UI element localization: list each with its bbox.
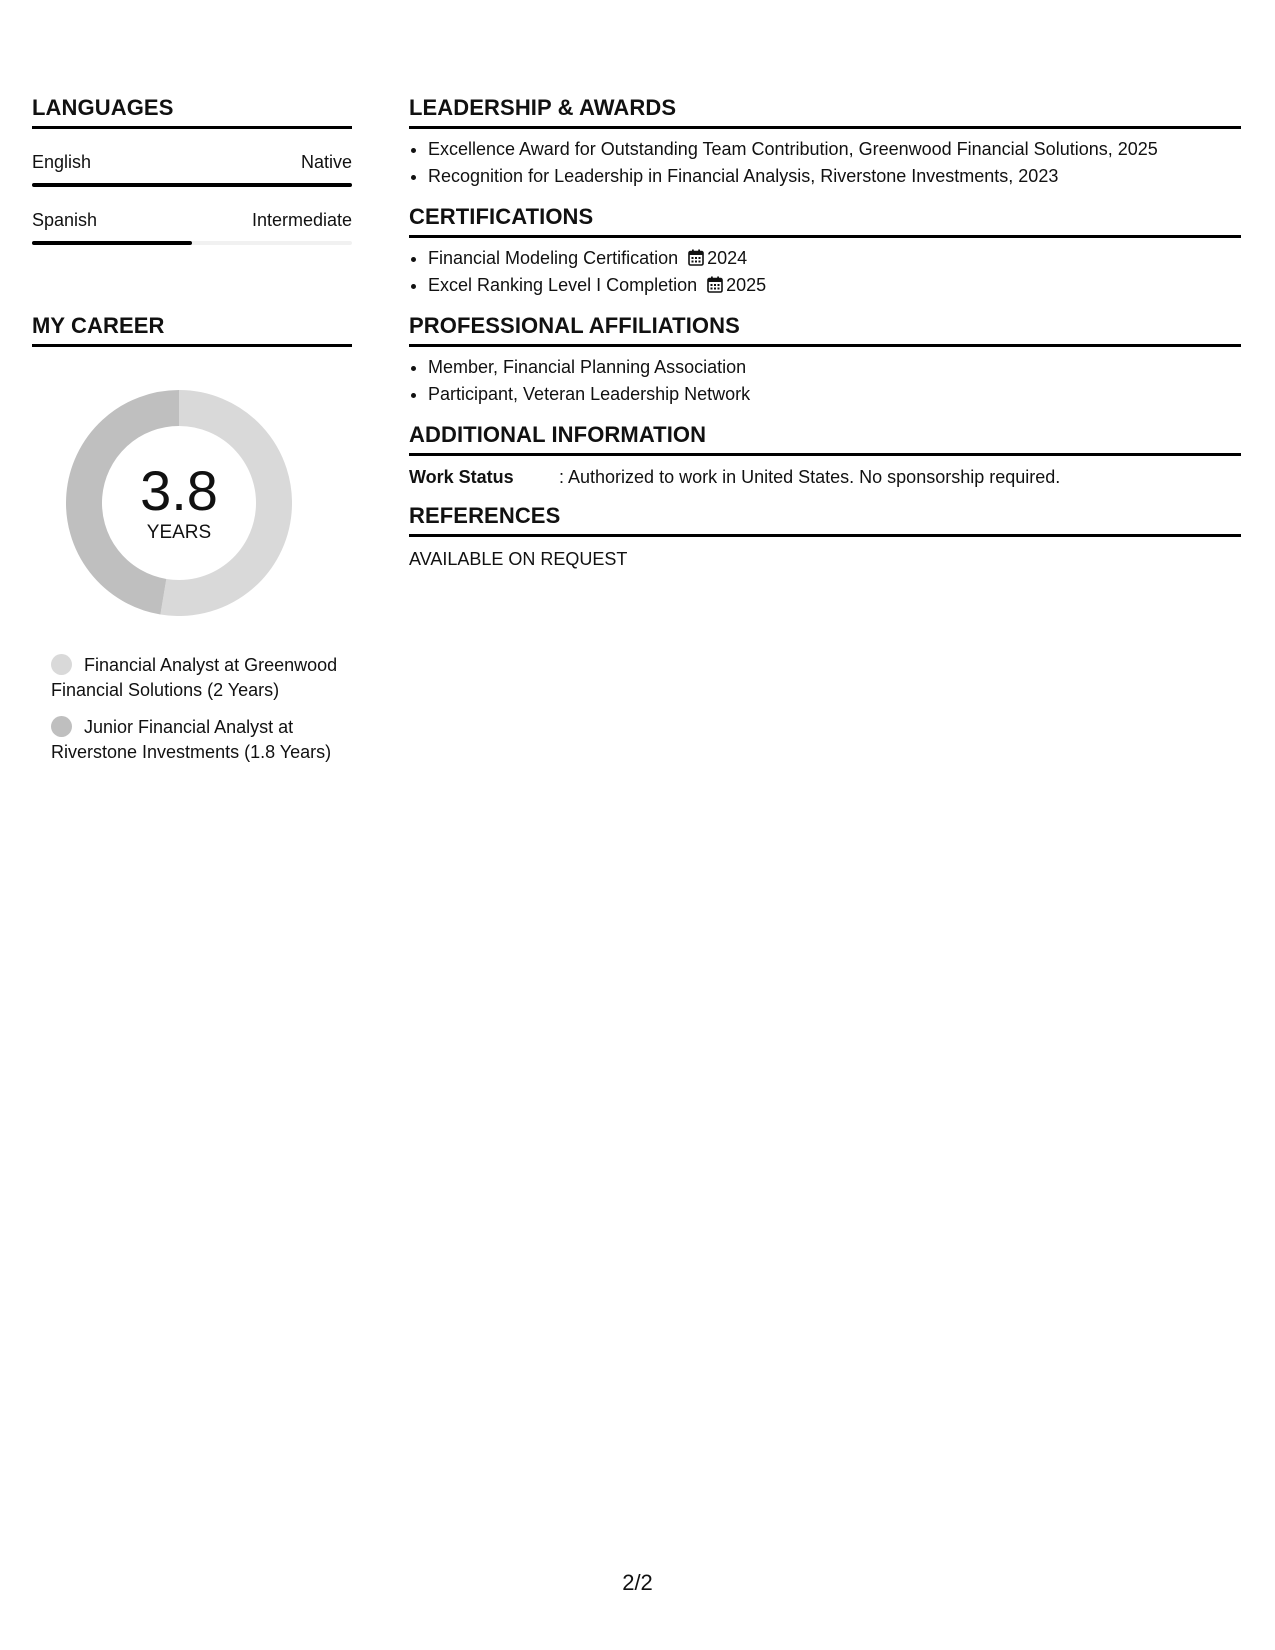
legend-dot-icon <box>51 716 72 737</box>
references-heading: REFERENCES <box>409 503 1241 537</box>
certification-name: Excel Ranking Level I Completion <box>428 275 698 295</box>
left-column <box>32 95 352 777</box>
list-item: • Member, Financial Planning Association <box>428 354 1241 381</box>
language-level: Intermediate <box>251 210 352 230</box>
right-column <box>409 95 1241 571</box>
work-status-value: : Authorized to work in United States. No sponsorship required. <box>559 467 1061 487</box>
calendar-icon <box>707 276 723 293</box>
references-text: AVAILABLE ON REQUEST <box>409 549 628 569</box>
language-proficiency-bar <box>32 183 352 187</box>
list-item <box>428 272 1241 299</box>
legend-label: Financial Analyst at Greenwood Financial Solutions (2 Years) <box>51 655 338 700</box>
languages-heading: LANGUAGES <box>32 95 352 129</box>
list-item: • Recognition for Leadership in Financial Analysis, Riverstone Investments, 2023 <box>428 163 1241 190</box>
legend-label: Junior Financial Analyst at Riverstone Investments (1.8 Years) <box>51 717 332 762</box>
legend-item <box>51 715 341 765</box>
page-number: 2/2 <box>622 1570 653 1595</box>
calendar-icon <box>688 249 704 266</box>
work-status-label: Work Status <box>409 467 514 487</box>
career-legend <box>51 653 341 765</box>
certification-year: 2024 <box>707 248 748 268</box>
awards-heading: LEADERSHIP & AWARDS <box>409 95 1241 129</box>
career-total-unit: YEARS <box>146 522 212 543</box>
language-spanish <box>32 209 352 245</box>
awards-list <box>409 136 1241 190</box>
language-level: Native <box>300 152 352 172</box>
list-item: • Excellence Award for Outstanding Team Contribution, Greenwood Financial Solutions, 2025 <box>428 136 1241 163</box>
language-proficiency-bar <box>32 241 352 245</box>
affiliations-list <box>409 354 1241 408</box>
list-item: • Participant, Veteran Leadership Network <box>428 381 1241 408</box>
legend-item <box>51 653 341 703</box>
certification-name: Financial Modeling Certification <box>428 248 679 268</box>
work-status-row <box>409 465 1241 489</box>
legend-dot-icon <box>51 654 72 675</box>
career-heading: MY CAREER <box>32 313 352 347</box>
career-total-value: 3.8 <box>140 459 218 522</box>
career-donut-chart <box>66 390 292 616</box>
affiliations-heading: PROFESSIONAL AFFILIATIONS <box>409 313 1241 347</box>
certifications-list <box>409 245 1241 299</box>
language-english <box>32 151 352 187</box>
certifications-heading: CERTIFICATIONS <box>409 204 1241 238</box>
certification-year: 2025 <box>726 275 767 295</box>
language-name: English <box>32 152 92 172</box>
list-item <box>428 245 1241 272</box>
additional-info-heading: ADDITIONAL INFORMATION <box>409 422 1241 456</box>
language-name: Spanish <box>32 210 98 230</box>
